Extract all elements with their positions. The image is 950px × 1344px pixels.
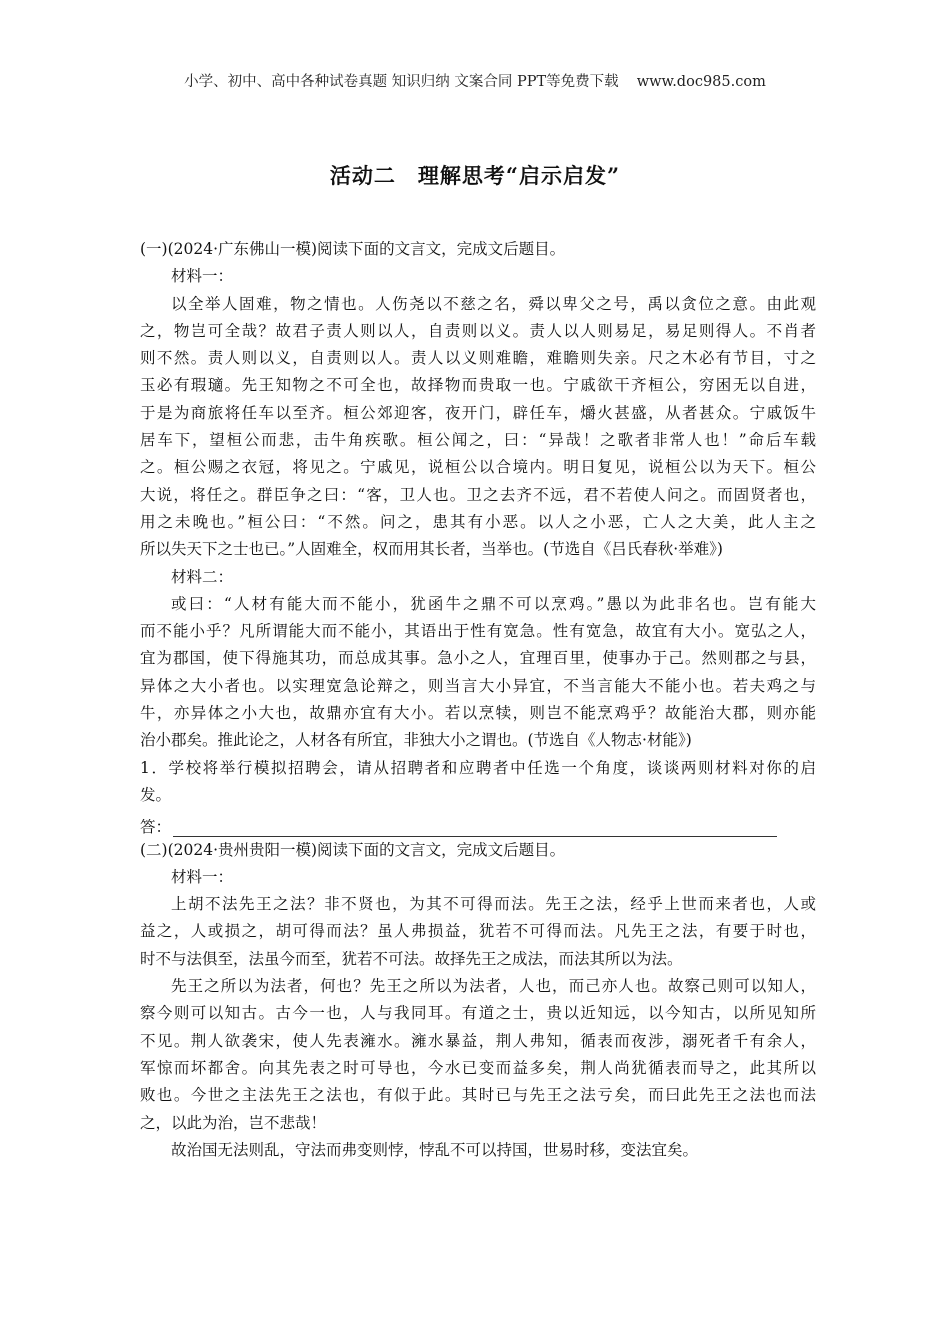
text-line: 所以失天下之士也已。”人固难全，权而用其长者，当举也。(节选自《吕氏春秋·举难》) (140, 540, 723, 559)
section1-material1-text (140, 291, 816, 564)
document-body (140, 236, 816, 1164)
text-line: 牛，亦异体之小大也，故鼎亦宜有大小。若以烹犊，则岂不能烹鸡乎？故能治大郡，则亦能 (140, 704, 816, 723)
text-line: 大说，将任之。群臣争之曰：“客，卫人也。卫之去齐不远，君不若使人问之。而固贤者也， (140, 485, 816, 504)
text-line: 先王之所以为法者，何也？先王之所以为法者，人也，而己亦人也。故察己则可以知人， (171, 977, 816, 996)
section2-paragraph-1 (140, 891, 816, 973)
text-line: 玉必有瑕瓋。先王知物之不可全也，故择物而贵取一也。宁戚欲干齐桓公，穷困无以自进， (140, 376, 816, 395)
page-title: 活动二 理解思考“启示启发” (329, 163, 621, 188)
section1-intro: (一)(2024·广东佛山一模)阅读下面的文言文，完成文后题目。 (140, 240, 566, 258)
section2-paragraph-2 (140, 973, 816, 1137)
section2-intro: (二)(2024·贵州贵阳一模)阅读下面的文言文，完成文后题目。 (140, 840, 566, 859)
text-line: 或曰：“人材有能大而不能小，犹函牛之鼎不可以烹鸡。”愚以为此非名也。岂有能大 (171, 594, 816, 613)
text-line: 则不然。责人则以义，自责则以人。责人以义则难瞻，难瞻则失亲。尺之木必有节目，寸之 (140, 349, 816, 368)
section1-material2-label: 材料二： (171, 567, 234, 586)
text-line: 而不能小乎？凡所谓能大而不能小，其语出于性有宽急。性有宽急，故宜有大小。宽弘之人， (140, 622, 816, 641)
question-1 (140, 755, 816, 810)
text-line: 用之未晚也。”桓公曰：“不然。问之，患其有小恶。以人之小恶，亡人之大美，此人主之 (140, 512, 816, 531)
section1-material1-label: 材料一： (171, 267, 234, 286)
text-line: 之，物岂可全哉？故君子责人则以人，自责则以义。责人以人则易足，易足则得人。不肖者 (140, 321, 816, 340)
page-header (0, 70, 950, 91)
text-line: 以全举人固难，物之情也。人伤尧以不慈之名，舜以卑父之号，禹以贪位之意。由此观 (171, 294, 816, 313)
text-line: 宜为郡国，使下得施其功，而总成其事。急小之人，宜理百里，使事办于己。然则郡之与县， (140, 649, 816, 668)
section2-material1-label: 材料一： (171, 867, 234, 886)
text-line: 之。桓公赐之衣冠，将见之。宁戚见，说桓公以合境内。明日复见，说桓公以为天下。桓公 (140, 458, 816, 477)
text-line: 时不与法俱至，法虽今而至，犹若不可法。故择先王之成法，而法其所以为法。 (140, 949, 683, 968)
text-line: 益之，人或损之，胡可得而法？虽人弗损益，犹若不可得而法。凡先王之法，有要于时也， (140, 922, 816, 941)
section1-material2-text (140, 591, 816, 755)
text-line: 军惊而坏都舍。向其先表之时可导也，今水已变而益多矣，荆人尚犹循表而导之，此其所以 (140, 1058, 816, 1077)
text-line: 不见。荆人欲袭宋，使人先表澭水。澭水暴益，荆人弗知，循表而夜涉，溺死者千有余人， (140, 1031, 816, 1050)
header-url[interactable]: www.doc985.com (636, 74, 766, 90)
text-line: 之，以此为治，岂不悲哉！ (140, 1113, 327, 1132)
question-line: 发。 (140, 785, 172, 804)
question-line: 1．学校将举行模拟招聘会，请从招聘者和应聘者中任选一个角度，谈谈两则材料对你的启 (140, 758, 816, 777)
header-text: 小学、初中、高中各种试卷真题 知识归纳 文案合同 PPT等免费下载 (184, 74, 619, 90)
answer-row (140, 809, 816, 836)
answer-blank-line[interactable] (173, 818, 777, 837)
answer-label: 答： (140, 817, 172, 836)
text-line: 居车下，望桓公而悲，击牛角疾歌。桓公闻之，曰：“异哉！之歌者非常人也！”命后车载 (140, 431, 816, 450)
text-line: 败也。今世之主法先王之法也，有似于此。其时已与先王之法亏矣，而曰此先王之法也而法 (140, 1086, 816, 1105)
text-line: 治小郡矣。推此论之，人材各有所宜，非独大小之谓也。(节选自《人物志·材能》) (140, 731, 692, 750)
text-line: 察今则可以知古。古今一也，人与我同耳。有道之士，贵以近知远，以今知古，以所见知所 (140, 1004, 816, 1023)
text-line: 故治国无法则乱，守法而弗变则悖，悖乱不可以持国，世易时移，变法宜矣。 (171, 1140, 699, 1159)
section2-paragraph-3 (140, 1137, 816, 1164)
text-line: 于是为商旅将任车以至齐。桓公郊迎客，夜开门，辟任车，爝火甚盛，从者甚众。宁戚饭牛 (140, 403, 816, 422)
text-line: 上胡不法先王之法？非不贤也，为其不可得而法。先王之法，经乎上世而来者也，人或 (171, 895, 816, 914)
text-line: 异体之大小者也。以实理宽急论辩之，则当言大小异宜，不当言能大不能小也。若夫鸡之与 (140, 676, 816, 695)
